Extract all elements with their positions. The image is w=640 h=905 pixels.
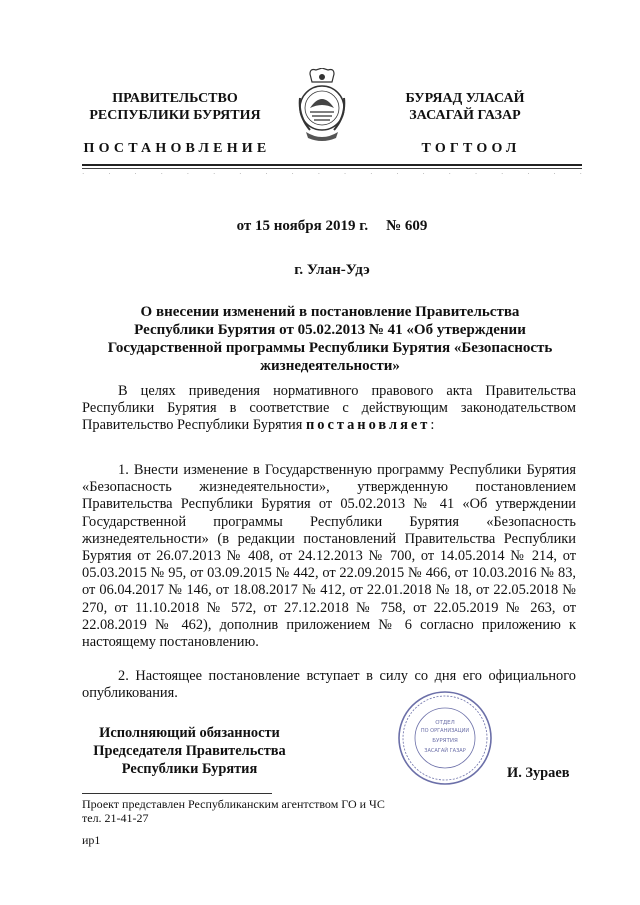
document-city: г. Улан-Удэ — [294, 262, 370, 278]
signatory-line2: Председателя Правительства — [93, 743, 286, 759]
signatory-line1: Исполняющий обязанности — [99, 725, 280, 741]
signatory-name: И. Зураев — [507, 765, 570, 781]
header-divider-thick — [82, 164, 582, 166]
stamp-line3: БУРЯТИЯ — [432, 738, 458, 744]
header-left — [70, 90, 280, 124]
coat-of-arms-icon — [296, 68, 348, 144]
stamp-line2: ПО ОРГАНИЗАЦИИ — [420, 728, 470, 734]
footer-note — [82, 797, 385, 825]
footer-divider — [82, 793, 272, 794]
stamp-line4: ЗАСАГАЙ ГАЗАР — [424, 748, 466, 754]
header-right-line2: ЗАСАГАЙ ГАЗАР — [409, 108, 521, 123]
stamp-line1: ОТДЕЛ — [435, 720, 455, 726]
document-title: О внесении изменений в постановление Правительства Республики Бурятия от 05.02.2013 № 41 «Об утверждении Государственной программы Республики Бурятия «Безопасность жизнедеятельности» — [107, 304, 553, 374]
document-type-bur: ТОГТООЛ — [421, 141, 521, 156]
preamble-decree-word: постановляет — [305, 417, 431, 434]
header-right-line1: БУРЯАД УЛАСАЙ — [405, 91, 525, 106]
header-dotted-line: · · · · · · · · · · · · · · · · · · · · — [82, 170, 582, 178]
footer-mark: ир1 — [82, 833, 101, 847]
document-date-line — [82, 218, 582, 235]
paragraph-1: 1. Внести изменение в Государственную программу Республики Бурятия «Безопасность жизнедеятельности», утвержденную постановлением Правительства Республики Бурятия от 05.02.2013 № 41 «Об утверждении Государственной программы Республики Бурятия «Безопасность жизнедеятельности» (в редакции постановлений Правительства Республики Бурятия от 26.07.2013 № 408, от 24.12.2013 № 700, от 14.05.2014 № 214, от 05.03.2015 № 95, от 03.09.2015 № 442, от 22.09.2015 № 466, от 10.03.2016 № 83, от 06.04.2017 № 146, от 18.08.2017 № 412, от 22.01.2018 № 18, от 22.05.2018 № 270, от 11.10.2018 № 572, от 27.12.2018 № 758, от 22.05.2019 № 263, от 22.08.2019 № 462), дополнив приложением № 6 согласно приложению к настоящему постановлению. — [82, 462, 576, 651]
header-left-line2: РЕСПУБЛИКИ БУРЯТИЯ — [89, 108, 261, 123]
signatory-title — [82, 724, 297, 778]
document-type-ru: ПОСТАНОВЛЕНИЕ — [83, 141, 271, 156]
preamble-paragraph — [82, 383, 576, 435]
signatory-line3: Республики Бурятия — [121, 761, 258, 777]
official-stamp-icon — [397, 690, 493, 786]
footer-line2: тел. 21-41-27 — [82, 811, 149, 825]
preamble-colon: : — [430, 417, 435, 434]
header-left-line1: ПРАВИТЕЛЬСТВО — [112, 91, 238, 106]
document-date: от 15 ноября 2019 г. — [236, 218, 369, 234]
header-divider-thin — [82, 168, 582, 169]
footer-line1: Проект представлен Республиканским агентством ГО и ЧС — [82, 797, 385, 811]
preamble-text: В целях приведения нормативного правового акта Правительства Республики Бурятия в соответствие с действующим законодательством Правительство Республики Бурятия — [82, 383, 576, 434]
paragraph-2: 2. Настоящее постановление вступает в силу со дня его официального опубликования. — [82, 668, 576, 702]
header-right — [360, 90, 570, 124]
document-number: № 609 — [386, 218, 428, 234]
